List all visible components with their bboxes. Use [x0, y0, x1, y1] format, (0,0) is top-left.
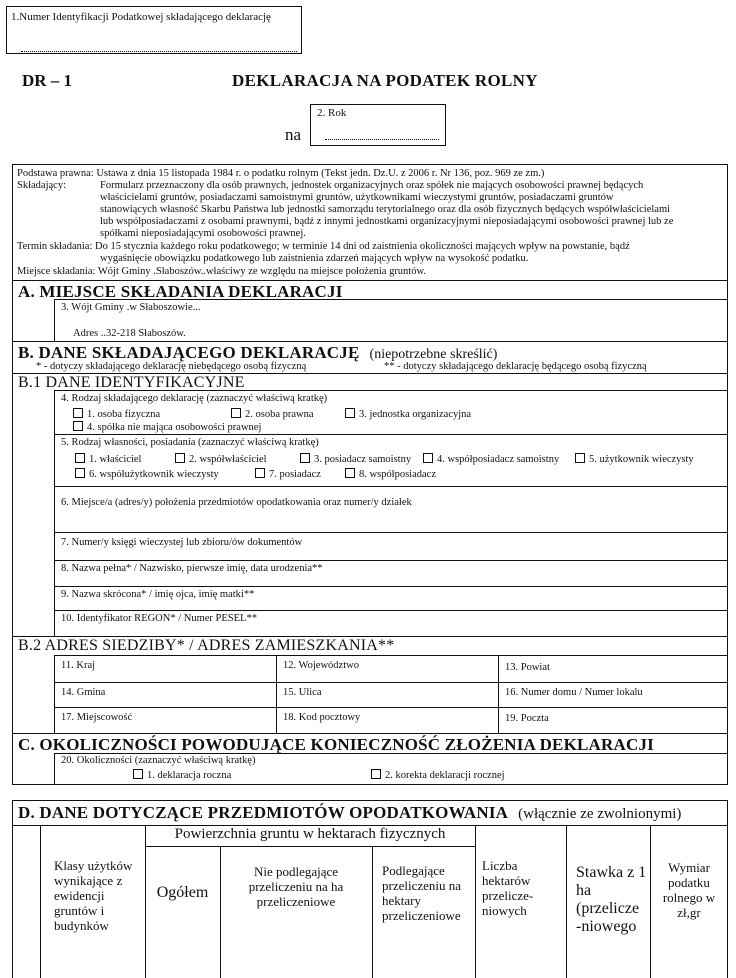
- column-header-rate: Stawka z 1 ha (przelicze -niowego: [576, 864, 647, 935]
- field-5-option-3[interactable]: [300, 453, 411, 466]
- checkbox-icon[interactable]: [300, 453, 310, 463]
- section-b-title: B. DANE SKŁADAJĄCEGO DEKLARACJĘ: [18, 343, 360, 362]
- grid-divider: [55, 682, 728, 683]
- year-box: [310, 104, 446, 146]
- field-6-label: 6. Miejsce/a (adres/y) położenia przedmiotów opodatkowania oraz numer/y działek: [61, 497, 412, 508]
- address-field-postcode[interactable]: 18. Kod pocztowy: [283, 712, 361, 723]
- field-9-label: 9. Nazwa skrócona* / imię ojca, imię matki**: [61, 589, 255, 600]
- address-field-country[interactable]: 11. Kraj: [61, 660, 96, 671]
- column-header-tax-amount: Wymiar podatku rolnego w zł,gr: [662, 860, 716, 920]
- taxpayer-id-label: 1.Numer Identyfikacji Podatkowej składającego deklarację: [11, 11, 271, 23]
- field-4-option-4[interactable]: [73, 421, 261, 434]
- address-grid: [54, 655, 728, 733]
- skladajacy-line: lub współposiadaczami z osobami prawnymi, bądź z innymi jednostkami organizacyjnymi nieposiadającymi osobowości prawnej lub ze: [100, 216, 674, 227]
- section-b-rule: [12, 341, 728, 342]
- grid-divider: [498, 656, 499, 733]
- taxpayer-id-field[interactable]: [21, 41, 297, 52]
- column-header-converted: Podlegające przeliczeniu na hektary przeliczeniowe: [382, 863, 462, 923]
- section-b-title-note: (niepotrzebne skreślić): [369, 347, 498, 362]
- checkbox-icon[interactable]: [73, 421, 83, 431]
- taxpayer-id-box: [6, 6, 302, 54]
- field-9-box[interactable]: [54, 586, 728, 610]
- column-header-total: Ogółem: [156, 884, 209, 901]
- option-label: 2. korekta deklaracji rocznej: [385, 770, 505, 781]
- field-5-option-1[interactable]: [75, 453, 141, 466]
- skladajacy-line: Formularz przeznaczony dla osób prawnych, jednostek organizacyjnych oraz spółek nie mających osobowości prawnej będących: [100, 180, 644, 191]
- footnote-legal: * - dotyczy składającego deklarację niebędącego osobą fizyczną: [36, 361, 307, 372]
- checkbox-icon[interactable]: [345, 468, 355, 478]
- address-field-county[interactable]: 13. Powiat: [505, 662, 550, 673]
- table-divider: [372, 846, 373, 978]
- section-b-heading: [18, 343, 497, 363]
- option-label: 1. osoba fizyczna: [87, 409, 161, 420]
- table-divider: [566, 825, 567, 978]
- section-a-title: A. MIEJSCE SKŁADANIA DEKLARACJI: [18, 282, 343, 301]
- address-field-commune[interactable]: 14. Gmina: [61, 687, 106, 698]
- field-4-option-1[interactable]: [73, 408, 160, 421]
- option-label: 4. współposiadacz samoistny: [437, 454, 560, 465]
- section-c-title: C. OKOLICZNOŚCI POWODUJĄCE KONIECZNOŚĆ ZŁOŻENIA DEKLARACJI: [18, 735, 654, 754]
- field-20-option-2[interactable]: [371, 769, 505, 782]
- checkbox-icon[interactable]: [423, 453, 433, 463]
- section-b1-title: B.1 DANE IDENTYFIKACYJNE: [18, 374, 245, 391]
- section-d-title-note: (włącznie ze zwolnionymi): [518, 806, 682, 822]
- checkbox-icon[interactable]: [175, 453, 185, 463]
- option-label: 4. spółka nie mająca osobowości prawnej: [87, 422, 262, 433]
- section-b2-title: B.2 ADRES SIEDZIBY* / ADRES ZAMIESZKANIA**: [18, 637, 395, 654]
- skladajacy-label: Składający:: [17, 180, 66, 191]
- column-header-not-converted: Nie podlegające przeliczeniu na ha przeliczeniowe: [248, 864, 344, 909]
- deadline-line: wygaśnięcie obowiązku podatkowego lub zaistnienia zdarzeń mających wpływ na wysokość podatku.: [100, 253, 529, 264]
- option-label: 6. współużytkownik wieczysty: [89, 469, 219, 480]
- table-divider: [220, 846, 221, 978]
- field-20-box: [54, 753, 728, 784]
- field-5-option-2[interactable]: [175, 453, 267, 466]
- section-d-heading: [18, 803, 681, 823]
- option-label: 2. osoba prawna: [245, 409, 314, 420]
- field-5-option-6[interactable]: [75, 468, 219, 481]
- na-label: na: [285, 125, 302, 144]
- checkbox-icon[interactable]: [75, 468, 85, 478]
- footnote-natural: ** - dotyczy składającego deklarację będącego osobą fizyczną: [384, 361, 647, 372]
- field-7-box[interactable]: [54, 532, 728, 560]
- table-divider: [475, 825, 476, 978]
- field-5-option-4[interactable]: [423, 453, 559, 466]
- field-5-option-5[interactable]: [575, 453, 694, 466]
- section-d-title: D. DANE DOTYCZĄCE PRZEDMIOTÓW OPODATKOWANIA: [18, 803, 509, 822]
- area-header: Powierzchnia gruntu w hektarach fizycznych: [174, 826, 446, 842]
- deadline-line: Termin składania: Do 15 stycznia każdego roku podatkowego; w terminie 14 dni od zaistnienia okoliczności mających wpływ na powstanie, bądź: [17, 241, 630, 252]
- field-6-box[interactable]: [54, 486, 728, 532]
- filing-place: Miejsce składania: Wójt Gminy .Słaboszów..właściwy ze względu na miejsce położenia gruntów.: [17, 266, 427, 277]
- grid-divider: [55, 707, 728, 708]
- checkbox-icon[interactable]: [575, 453, 585, 463]
- field-20-label: 20. Okoliczności (zaznaczyć właściwą kratkę): [61, 755, 256, 766]
- skladajacy-line: właścicielami gruntów, posiadaczami samoistnymi gruntów, użytkownikami wieczystymi gruntów, posiadaczami gruntów: [100, 192, 614, 203]
- section-c-rule: [12, 733, 728, 734]
- checkbox-icon[interactable]: [73, 408, 83, 418]
- field-10-box[interactable]: [54, 610, 728, 636]
- column-header-classes: Klasy użytków wynikające z ewidencji gruntów i budynków: [54, 858, 133, 933]
- option-label: 7. posiadacz: [269, 469, 321, 480]
- field-7-label: 7. Numer/y księgi wieczystej lub zbioru/ów dokumentów: [61, 537, 303, 548]
- field-5-option-8[interactable]: [345, 468, 436, 481]
- grid-divider: [276, 656, 277, 733]
- legal-basis: Podstawa prawna: Ustawa z dnia 15 listopada 1984 r. o podatku rolnym (Tekst jedn. Dz.U. z 2006 r. Nr 136, poz. 969 ze zm.): [17, 168, 545, 179]
- field-3-label: 3. Wójt Gminy .w Słaboszowie...: [61, 302, 201, 313]
- option-label: 1. deklaracja roczna: [147, 770, 232, 781]
- field-5-box: [54, 434, 728, 486]
- option-label: 5. użytkownik wieczysty: [589, 454, 694, 465]
- checkbox-icon[interactable]: [255, 468, 265, 478]
- table-divider: [650, 825, 651, 978]
- checkbox-icon[interactable]: [371, 769, 381, 779]
- option-label: 3. posiadacz samoistny: [314, 454, 412, 465]
- option-label: 8. współposiadacz: [359, 469, 436, 480]
- table-divider: [40, 825, 41, 978]
- section-a-rule: [12, 280, 728, 281]
- option-label: 1. właściciel: [89, 454, 142, 465]
- option-label: 3. jednostka organizacyjna: [359, 409, 472, 420]
- field-10-label: 10. Identyfikator REGON* / Numer PESEL**: [61, 613, 257, 624]
- year-label: 2. Rok: [317, 107, 347, 119]
- field-8-label: 8. Nazwa pełna* / Nazwisko, pierwsze imię, data urodzenia**: [61, 563, 323, 574]
- year-field[interactable]: [325, 131, 439, 140]
- skladajacy-line: spółkami nieposiadającymi osobowości prawnej.: [100, 228, 306, 239]
- checkbox-icon[interactable]: [231, 408, 241, 418]
- checkbox-icon[interactable]: [133, 769, 143, 779]
- field-3-address: Adres ..32-218 Słaboszów.: [73, 328, 186, 339]
- table-divider: [145, 846, 475, 847]
- form-code: DR – 1: [22, 71, 73, 90]
- address-field-city[interactable]: 17. Miejscowość: [61, 712, 133, 723]
- checkbox-icon[interactable]: [345, 408, 355, 418]
- address-field-street[interactable]: 15. Ulica: [283, 687, 322, 698]
- address-field-province[interactable]: 12. Województwo: [283, 660, 359, 671]
- field-4-option-2[interactable]: [231, 408, 314, 421]
- section-a-field[interactable]: [54, 299, 728, 341]
- field-4-label: 4. Rodzaj składającego deklarację (zaznaczyć właściwą kratkę): [61, 393, 328, 404]
- field-5-option-7[interactable]: [255, 468, 321, 481]
- page-title: DEKLARACJA NA PODATEK ROLNY: [232, 71, 538, 90]
- field-4-option-3[interactable]: [345, 408, 471, 421]
- table-divider: [145, 825, 146, 978]
- option-label: 2. współwłaściciel: [189, 454, 267, 465]
- field-4-box: [54, 390, 728, 434]
- address-field-house-number[interactable]: 16. Numer domu / Numer lokalu: [505, 687, 643, 698]
- skladajacy-line: stanowiących własność Skarbu Państwa lub jednostki samorządu terytorialnego oraz dla osób fizycznych będących współwłaścicielami: [100, 204, 671, 215]
- field-5-label: 5. Rodzaj własności, posiadania (zaznaczyć właściwą kratkę): [61, 437, 319, 448]
- field-20-option-1[interactable]: [133, 769, 231, 782]
- checkbox-icon[interactable]: [75, 453, 85, 463]
- column-header-hectare-count: Liczba hektarów przelicze-niowych: [482, 858, 534, 918]
- address-field-post-office[interactable]: 19. Poczta: [505, 713, 549, 724]
- field-8-box[interactable]: [54, 560, 728, 586]
